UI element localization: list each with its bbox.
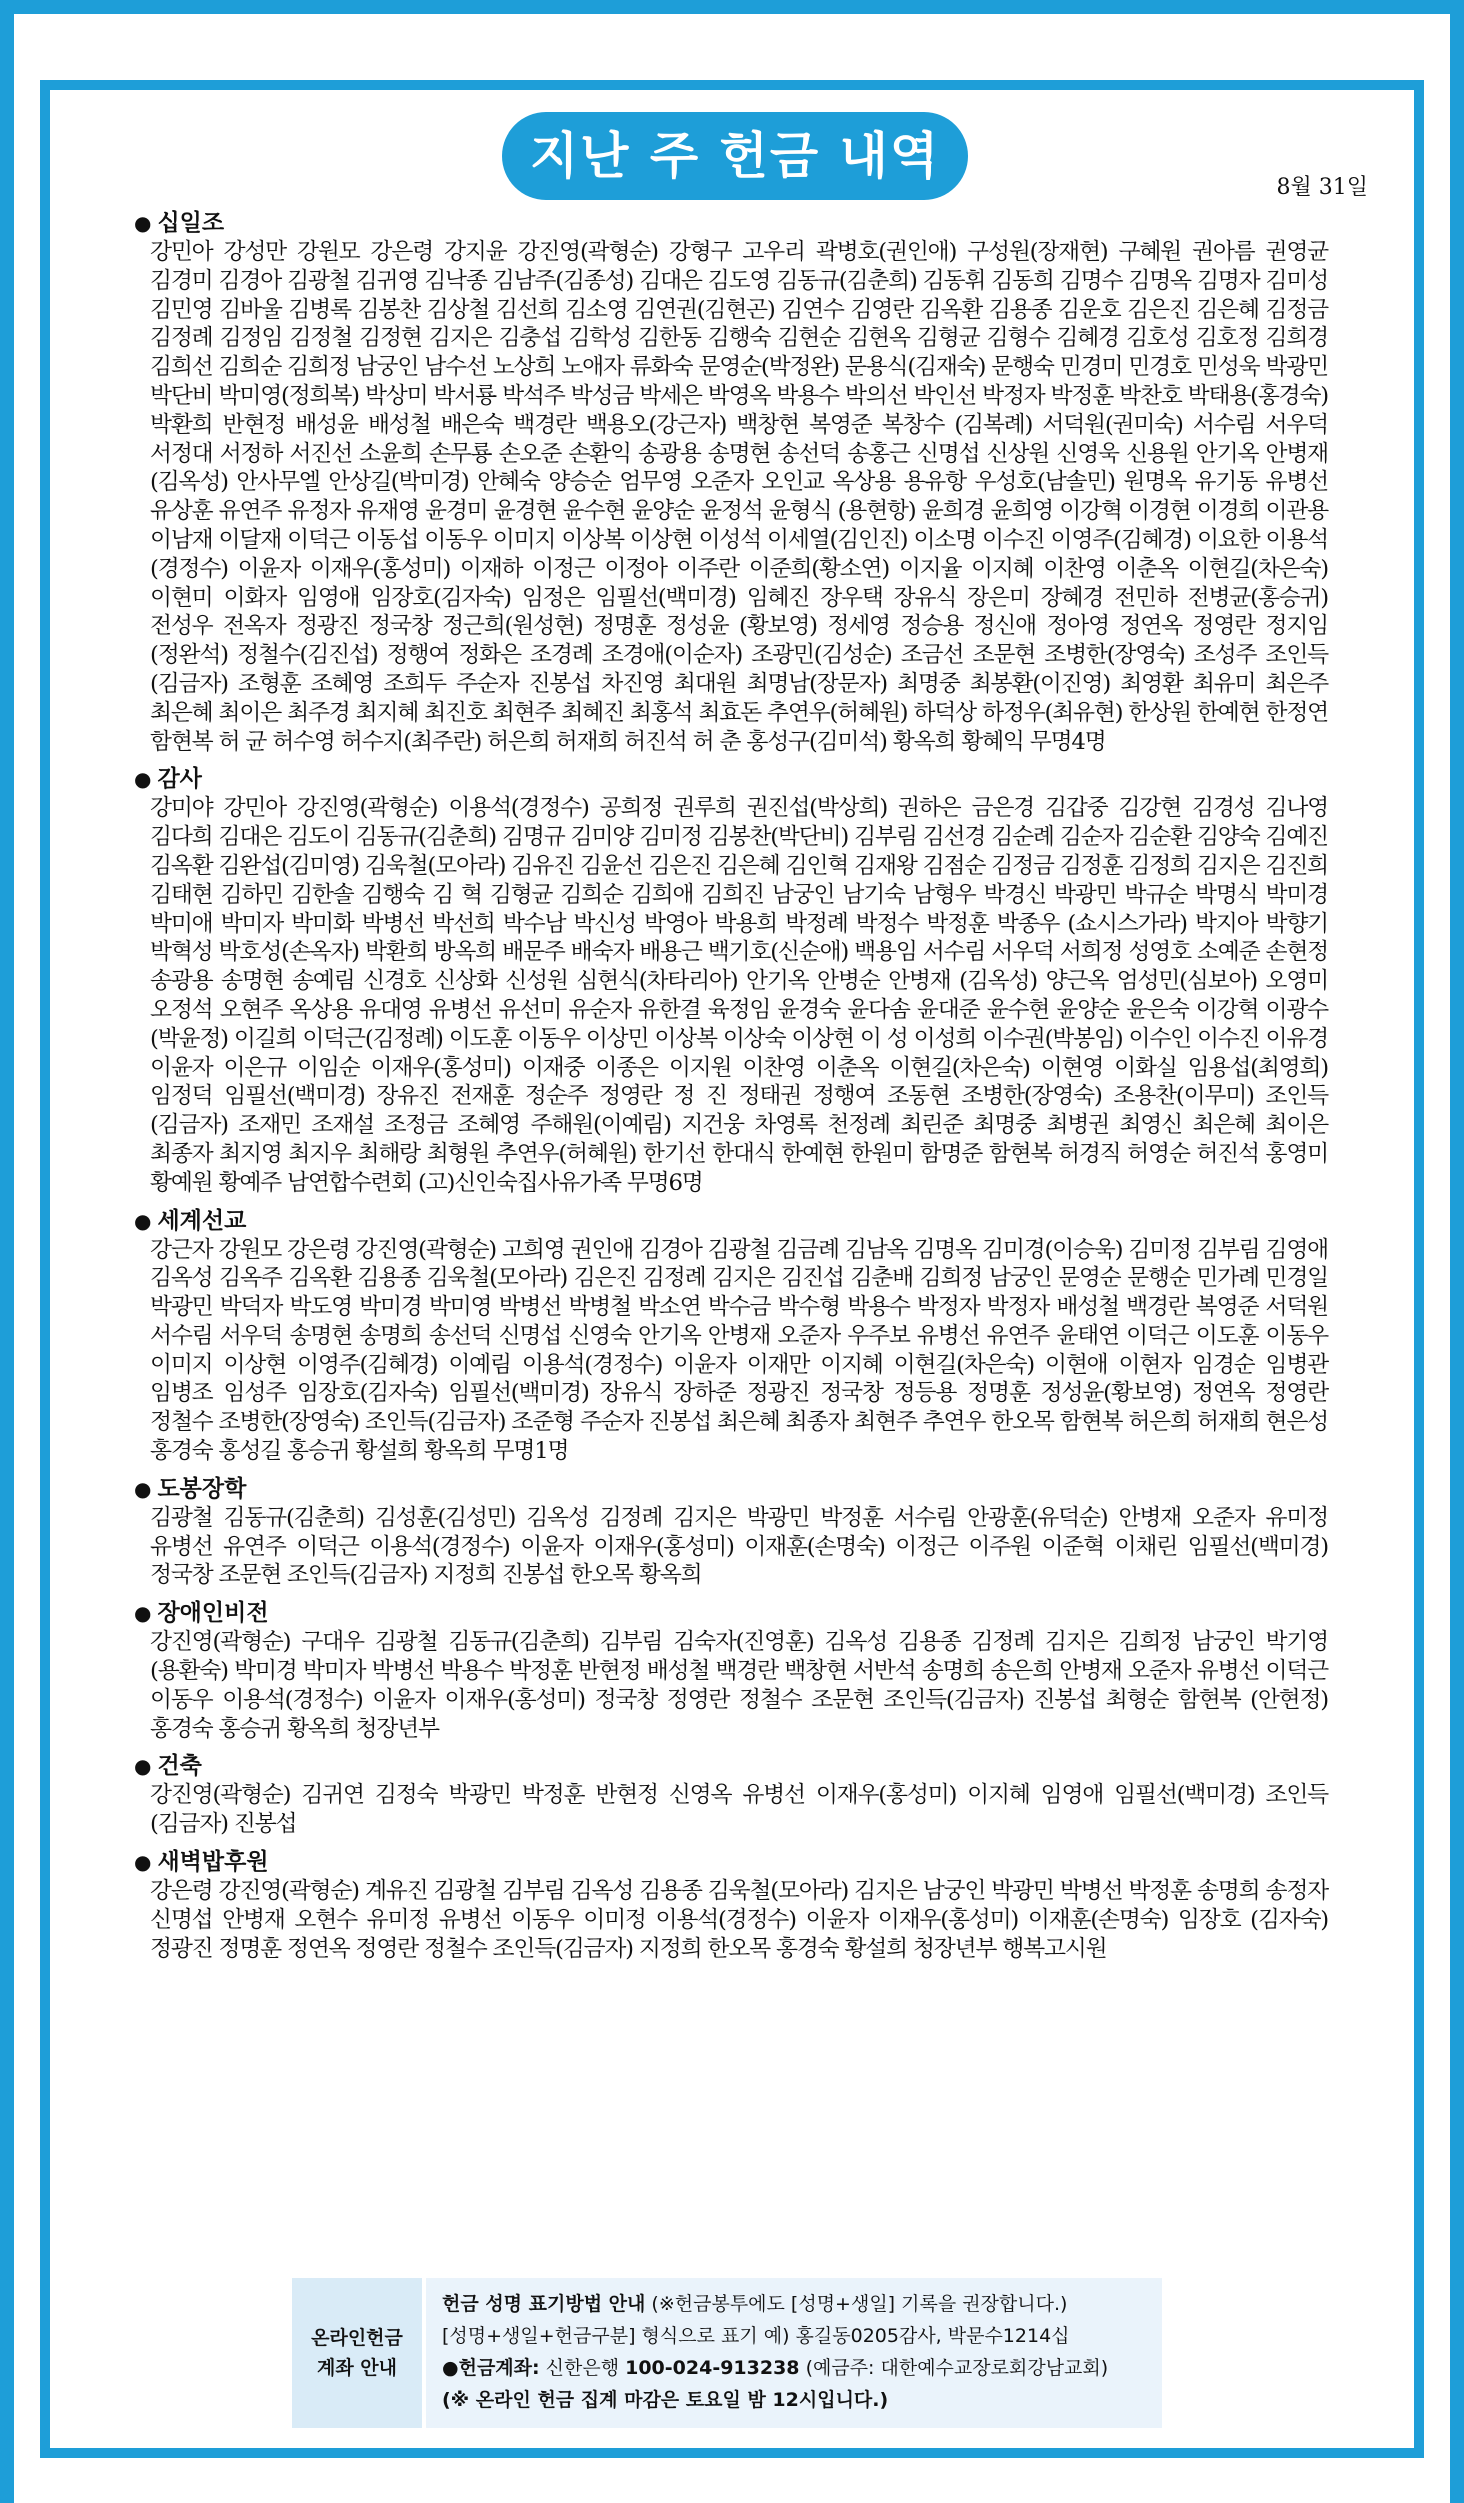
section-heading: 도봉장학 (157, 1475, 247, 1502)
info-text (426, 2278, 1162, 2428)
bullet-icon: ● (134, 1850, 152, 1875)
info-row-example: [성명+생일+헌금구분] 형식으로 표기 예) 홍길동0205감사, 박문수1214십 (442, 2325, 1070, 2347)
bullet-icon: ● (134, 1601, 152, 1626)
section-building (134, 1751, 1328, 1839)
online-offering-info (292, 2278, 1162, 2428)
bullet-icon: ● (134, 1754, 152, 1779)
section-heading: 새벽밥후원 (157, 1849, 269, 1876)
bullet-icon: ● (134, 1208, 152, 1233)
section-dobong-scholarship (134, 1474, 1328, 1590)
info-label: 온라인헌금 계좌 안내 (292, 2278, 422, 2428)
section-thanks (134, 764, 1328, 1197)
account-number[interactable]: 100-024-913238 (625, 2357, 800, 2379)
bullet-icon: ● (134, 767, 152, 792)
info-row-naming: 헌금 성명 표기방법 안내 (※헌금봉투에도 [성명+생일] 기록을 권장합니다.) (442, 2293, 1068, 2315)
bullet-icon: ● (442, 2357, 459, 2379)
section-heading: 세계선교 (157, 1207, 247, 1234)
section-names: 강진영(곽형순) 김귀연 김정숙 박광민 박정훈 반현정 신영옥 유병선 이재우(홍성미) 이지혜 임영애 임필선(백미경) 조인득 (김금자) 진봉섭 (150, 1782, 1328, 1838)
page-title: 지난 주 헌금 내역 (502, 112, 968, 200)
section-heading: 십일조 (157, 210, 225, 236)
section-names: 강근자 강원모 강은령 강진영(곽형순) 고희영 권인애 김경아 김광철 김금례 김남옥 김명옥 김미경(이승욱) 김미정 김부림 김영애 김옥성 김옥주 김옥환 김용종 김욱철(모아라) 김은진 김정례 김지은 김진섭 김춘배 김희정 남궁인 문영순 문행순 민가례 민경일 박광민 박덕자 박도영 박미경 박미영 박병선 박병철 박소연 박수금 박수형 박용수 박정자 박정자 배성철 백경란 복영준 서덕원 서수림 서우덕 송명현 송명희 송선덕 신명섭 신영숙 안기옥 안병재 오준자 우주보 유병선 유연주 윤태연 이덕근 이도훈 이동우 이미지 이상현 이영주(김혜경) 이예림 이용석(경정수) 이윤자 이재만 이지혜 이현길(차은숙) 이현애 이현자 임경순 임병관 임병조 임성주 임장호(김자숙) 임필선(백미경) 장유식 장하준 정광진 정국창 정등용 정명훈 정성윤(황보영) 정연옥 정영란 정철수 조병한(장영숙) 조인득(김금자) 조준형 주순자 진봉섭 최은혜 최종자 최현주 추연우 한오목 함현복 허은희 허재희 현은성 홍경숙 홍성길 홍승귀 황설희 황옥희 무명1명 (150, 1236, 1328, 1465)
date-label: 8월 31일 (1276, 175, 1368, 200)
top-stripe (0, 0, 1464, 14)
info-row-account: ●헌금계좌: 신한은행 100-024-913238 (예금주: 대한예수교장로회강남교회) (442, 2357, 1109, 2379)
bullet-icon: ● (134, 1476, 152, 1501)
section-names: 강진영(곽형순) 구대우 김광철 김동규(김춘희) 김부림 김숙자(진영훈) 김옥성 김용종 김정례 김지은 김희정 남궁인 박기영 (용환숙) 박미경 박미자 박병선 박용수 박정훈 반현정 배성철 백경란 백창현 서반석 송명희 송은희 안병재 오준자 유병선 이덕근 이동우 이용석(경정수) 이윤자 이재우(홍성미) 정국창 정영란 정철수 조문현 조인득(김금자) 진봉섭 최형순 함현복 (안현정) 홍경숙 홍승귀 황옥희 청장년부 (150, 1629, 1328, 1742)
section-dawn-meal (134, 1847, 1328, 1963)
info-row-deadline: (※ 온라인 헌금 집계 마감은 토요일 밤 12시입니다.) (442, 2389, 889, 2411)
section-names: 강미야 강민아 강진영(곽형순) 이용석(경정수) 공희정 권루희 권진섭(박상희) 권하은 금은경 김갑중 김강현 김경성 김나영 김다희 김대은 김도이 김동규(김춘희) 김명규 김미양 김미정 김봉찬(박단비) 김부림 김선경 김순례 김순자 김순환 김양숙 김예진 김옥환 김완섭(김미영) 김욱철(모아라) 김유진 김윤선 김은진 김은혜 김인혁 김재왕 김점순 김정금 김정훈 김정희 김지은 김진희 김태현 김하민 김한솔 김행숙 김 혁 김형균 김희순 김희애 김희진 남궁인 남기숙 남형우 박경신 박광민 박규순 박명식 박미경 박미애 박미자 박미화 박병선 박선희 박수남 박신성 박영아 박용희 박정례 박정수 박정훈 박종우 (쇼시스가라) 박지아 박향기 박혁성 박호성(손옥자) 박환희 방옥희 배문주 배숙자 배용근 백기호(신순애) 백용임 서수림 서우덕 서희정 성영호 소예준 손현정 송광용 송명현 송예림 신경호 신상화 신성원 심현식(차타리아) 안기옥 안병순 안병재 (김옥성) 양근옥 엄성민(심보아) 오영미 오정석 오현주 옥상용 유대영 유병선 유선미 유순자 유한결 육정임 윤경숙 윤다솜 윤대준 윤수현 윤양순 윤은숙 이강혁 이광수(박윤정) 이길희 이덕근(김정례) 이도훈 이동우 이상민 이상복 이상숙 이상현 이 성 이성희 이수권(박봉임) 이수인 이수진 이유경 이윤자 이은규 이임순 이재우(홍성미) 이재중 이종은 이지원 이찬영 이춘옥 이현길(차은숙) 이현영 이화실 임용섭(최영희) 임정덕 임필선(백미경) 장유진 전재훈 정순주 정영란 정 진 정태권 정행여 조동현 조병한(장영숙) 조용찬(이무미) 조인득(김금자) 조재민 조재설 조정금 조혜영 주해원(이예림) 지건웅 차영록 천정례 최린준 최명중 최병권 최영신 최은혜 최이은 최종자 최지영 최지우 최해랑 최형원 추연우(허혜원) 한기선 한대식 한예현 한원미 함명준 함현복 허경직 허영순 허진석 홍영미 황예원 황예주 남연합수련회 (고)신인숙집사유가족 무명6명 (150, 795, 1328, 1196)
section-heading: 건축 (157, 1753, 202, 1780)
section-heading: 감사 (157, 766, 202, 793)
right-stripe (1450, 0, 1464, 2503)
section-heading: 장애인비전 (157, 1600, 269, 1627)
section-names: 김광철 김동규(김춘희) 김성훈(김성민) 김옥성 김정례 김지은 박광민 박정훈 서수림 안광훈(유덕순) 안병재 오준자 유미정 유병선 유연주 이덕근 이용석(경정수) 이윤자 이재우(홍성미) 이재훈(손명숙) 이정근 이주원 이준혁 이채린 임필선(백미경) 정국창 조문현 조인득(김금자) 지정희 진봉섭 한오목 황옥희 (150, 1504, 1328, 1589)
section-names: 강민아 강성만 강원모 강은령 강지윤 강진영(곽형순) 강형구 고우리 곽병호(권인애) 구성원(장재현) 구혜원 권아름 권영균 김경미 김경아 김광철 김귀영 김낙종 김남주(김종성) 김대은 김도영 김동규(김춘희) 김동휘 김동희 김명수 김명옥 김명자 김미성 김민영 김바울 김병록 김봉찬 김상철 김선희 김소영 김연권(김현곤) 김연수 김영란 김옥환 김용종 김운호 김은진 김은혜 김정금 김정례 김정임 김정철 김정현 김지은 김충섭 김학성 김한동 김행숙 김현순 김현옥 김형균 김형수 김혜경 김호성 김호정 김희경 김희선 김희순 김희정 남궁인 남수선 노상희 노애자 류화숙 문영순(박정완) 문용식(김재숙) 문행숙 민경미 민경호 민성욱 박광민 박단비 박미영(정희복) 박상미 박서룡 박석주 박성금 박세은 박영옥 박용수 박의선 박인선 박정자 박정훈 박찬호 박태용(홍경숙) 박환희 반현정 배성윤 배성철 배은숙 백경란 백용오(강근자) 백창현 복영준 복창수 (김복례) 서덕원(권미숙) 서수림 서우덕 서정대 서정하 서진선 소윤희 손무룡 손오준 손환익 송광용 송명현 송선덕 송홍근 신명섭 신상원 신영욱 신용원 안기옥 안병재(김옥성) 안사무엘 안상길(박미경) 안혜숙 양승순 엄무영 오준자 오인교 옥상용 용유항 우성호(남솔민) 원명옥 유기동 유병선 유상훈 유연주 유정자 유재영 윤경미 윤경현 윤수현 윤양순 윤정석 윤형식 (용현항) 윤희경 윤희영 이강혁 이경현 이경희 이관용 이남재 이달재 이덕근 이동섭 이동우 이미지 이상복 이상현 이성석 이세열(김인진) 이소명 이수진 이영주(김혜경) 이요한 이용석(경정수) 이윤자 이재우(홍성미) 이재하 이정근 이정아 이주란 이준희(황소연) 이지율 이지혜 이찬영 이춘옥 이현길(차은숙) 이현미 이화자 임영애 임장호(김자숙) 임정은 임필선(백미경) 임혜진 장우택 장유식 장은미 장혜경 전민하 전병균(홍승귀) 전성우 전옥자 정광진 정국창 정근희(원성현) 정명훈 정성윤 (황보영) 정세영 정승용 정신애 정아영 정연옥 정영란 정지임(정완석) 정철수(김진섭) 정행여 정화은 조경례 조경애(이순자) 조광민(김성순) 조금선 조문현 조병한(장영숙) 조성주 조인득(김금자) 조형훈 조혜영 조희두 주순자 진봉섭 차진영 최대원 최명남(장문자) 최명중 최봉환(이진영) 최영환 최유미 최은주 최은혜 최이은 최주경 최지혜 최진호 최현주 최혜진 최홍석 최효돈 추연우(허혜원) 하덕상 하정우(최유현) 한상원 한예현 한정연 함현복 허 균 허수영 허수지(최주란) 허은희 허재희 허진석 허 춘 홍성구(김미석) 황옥희 황혜익 무명4명 (150, 239, 1328, 755)
left-stripe (0, 0, 14, 2503)
offering-list (134, 208, 1328, 1971)
section-names: 강은령 강진영(곽형순) 계유진 김광철 김부림 김옥성 김용종 김욱철(모아라) 김지은 남궁인 박광민 박병선 박정훈 송명희 송정자 신명섭 안병재 오현수 유미정 유병선 이동우 이미정 이용석(경정수) 이윤자 이재우(홍성미) 이재훈(손명숙) 임장호 (김자숙) 정광진 정명훈 정연옥 정영란 정철수 조인득(김금자) 지정희 한오목 홍경숙 황설희 청장년부 행복고시원 (150, 1878, 1328, 1962)
section-world-mission (134, 1206, 1328, 1466)
section-disability-vision (134, 1598, 1328, 1743)
section-tithe (134, 208, 1328, 756)
bullet-icon: ● (134, 211, 152, 235)
